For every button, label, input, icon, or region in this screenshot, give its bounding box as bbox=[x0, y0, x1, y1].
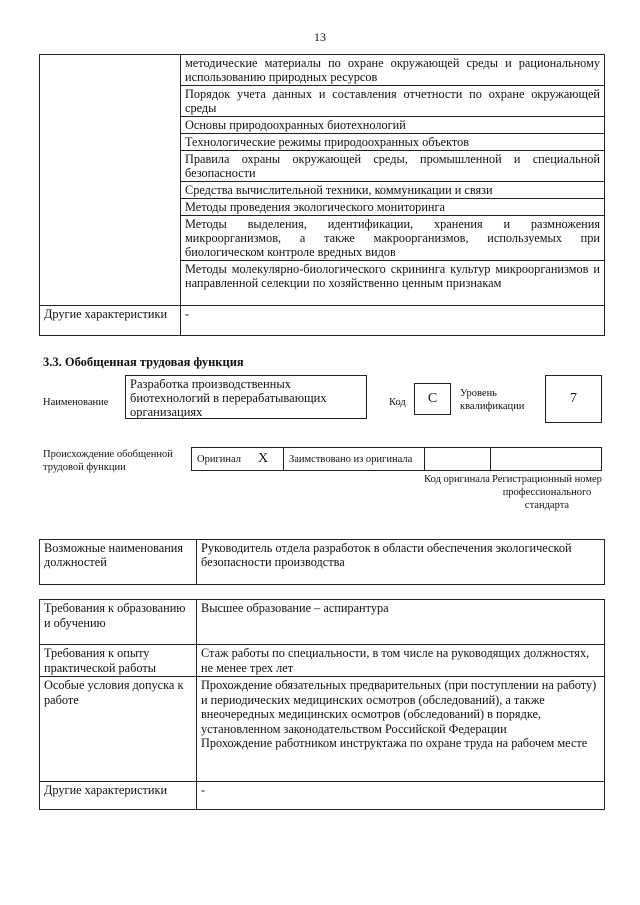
experience-label: Требования к опыту практической работы bbox=[40, 645, 197, 677]
safety-briefing-text: Прохождение работником инструктажа по охране труда на рабочем месте bbox=[201, 736, 588, 750]
other-characteristics-label: Другие характеристики bbox=[40, 306, 181, 336]
education-value: Высшее образование – аспирантура bbox=[197, 600, 605, 645]
medical-exams-text: Прохождение обязательных предварительных (при поступлении на работу) и периодических медицинских осмотров (обследований), а также внеочередных медицинских осмотров (обследований) в порядке, установленном законодательством Российской Федерации bbox=[201, 678, 597, 736]
name-label: Наименование bbox=[43, 397, 109, 408]
knowledge-item: Методы проведения экологического мониторинга bbox=[181, 199, 605, 216]
borrowed-label: Заимствовано из оригинала bbox=[289, 454, 413, 465]
page-number: 13 bbox=[314, 30, 326, 44]
positions-value: Руководитель отдела разработок в области обеспечения экологической безопасности производства bbox=[197, 540, 605, 585]
level-value: 7 bbox=[545, 375, 602, 423]
code-original-caption: Код оригинала bbox=[424, 474, 490, 485]
knowledge-label-cell bbox=[40, 55, 181, 306]
knowledge-item: Правила охраны окружающей среды, промышленной и специальной безопасности bbox=[181, 151, 605, 182]
other-characteristics-value: - bbox=[181, 306, 605, 336]
admission-conditions-label: Особые условия допуска к работе bbox=[40, 677, 197, 782]
requirements-table bbox=[39, 599, 605, 810]
knowledge-item: методические материалы по охране окружающей среды и рациональному использованию природных ресурсов bbox=[181, 55, 605, 86]
experience-value: Стаж работы по специальности, в том числе на руководящих должностях, не менее трех лет bbox=[197, 645, 605, 677]
registration-caption: Регистрационный номер профессионального стандарта bbox=[492, 474, 602, 511]
knowledge-item: Основы природоохранных биотехнологий bbox=[181, 117, 605, 134]
knowledge-item: Порядок учета данных и составления отчетности по охране окружающей среды bbox=[181, 86, 605, 117]
knowledge-item: Технологические режимы природоохранных объектов bbox=[181, 134, 605, 151]
origin-divider bbox=[424, 448, 425, 470]
education-label: Требования к образованию и обучению bbox=[40, 600, 197, 645]
admission-conditions-cell bbox=[197, 677, 605, 782]
origin-divider bbox=[490, 448, 491, 470]
positions-table bbox=[39, 539, 605, 585]
function-name-value: Разработка производственных биотехнологий в перерабатывающих организациях bbox=[125, 375, 367, 419]
knowledge-item: Средства вычислительной техники, коммуникации и связи bbox=[181, 182, 605, 199]
other-characteristics-value: - bbox=[197, 782, 605, 810]
knowledge-item: Методы молекулярно-биологического скрининга культур микроорганизмов и направленной селекции по хозяйственно ценным признакам bbox=[181, 261, 605, 306]
original-label: Оригинал bbox=[197, 454, 241, 465]
knowledge-item: Методы выделения, идентификации, хранения и размножения микроорганизмов, а также макроорганизмов, используемых при биологическом контроле вредных видов bbox=[181, 216, 605, 261]
origin-divider bbox=[283, 448, 284, 470]
code-label: Код bbox=[389, 397, 406, 408]
origin-box bbox=[191, 447, 602, 471]
other-characteristics-label: Другие характеристики bbox=[40, 782, 197, 810]
level-label: Уровень квалификации bbox=[460, 388, 525, 412]
code-value: C bbox=[414, 383, 451, 415]
original-mark: X bbox=[258, 451, 269, 466]
knowledge-table bbox=[39, 54, 605, 336]
origin-label: Происхождение обобщенной трудовой функции bbox=[43, 449, 173, 473]
positions-label: Возможные наименования должностей bbox=[40, 540, 197, 585]
section-title: 3.3. Обобщенная трудовая функция bbox=[43, 355, 244, 369]
